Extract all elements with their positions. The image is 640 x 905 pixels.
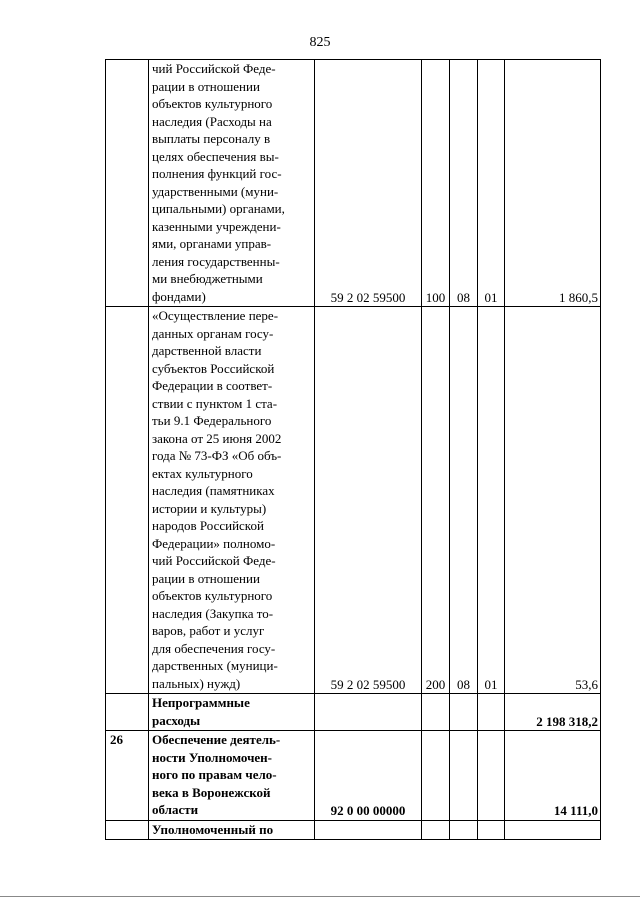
description-line: «Осуществление пере- — [152, 308, 279, 323]
description-line: наследия (Закупка то- — [152, 605, 274, 621]
target-code-cell — [315, 694, 422, 731]
table-row — [106, 694, 601, 731]
description-line: истории и культуры) — [152, 500, 267, 516]
description-line: дарственных (муници- — [152, 658, 278, 673]
description-line: наследия (памятниках — [152, 483, 275, 498]
description-line: года № 73-ФЗ «Об объ- — [152, 448, 282, 463]
description-line: для обеспечения госу- — [152, 640, 276, 656]
target-code-cell: 59 2 02 59500 — [315, 60, 422, 307]
description-line: Федерации» полномо- — [152, 535, 276, 551]
description-line: наследия (Расходы на — [152, 113, 272, 129]
expense-type-cell: 200 — [422, 307, 450, 694]
table-row — [106, 60, 601, 307]
row-index-cell — [106, 820, 149, 840]
description-cell — [149, 731, 315, 821]
description-line: целях обеспечения вы- — [152, 148, 279, 164]
description-line: ципальными) органами, — [152, 201, 285, 216]
description-cell — [149, 694, 315, 731]
section-cell: 08 — [450, 60, 478, 307]
description-line: чий Российской Феде- — [152, 61, 276, 76]
description-line: ударственными (муни- — [152, 183, 279, 199]
description-line: Обеспечение деятель- — [152, 732, 281, 747]
description-line: данных органам госу- — [152, 325, 274, 341]
subsection-cell — [478, 731, 505, 821]
description-line: ектах культурного — [152, 465, 253, 481]
section-cell — [450, 820, 478, 840]
target-code-cell: 59 2 02 59500 — [315, 307, 422, 694]
page-number: 825 — [309, 35, 331, 50]
amount-cell: 14 111,0 — [505, 731, 601, 821]
description-cell — [149, 60, 315, 307]
amount-cell: 2 198 318,2 — [505, 694, 601, 731]
subsection-cell: 01 — [478, 307, 505, 694]
row-index-cell — [106, 60, 149, 307]
target-code-cell: 92 0 00 00000 — [315, 731, 422, 821]
description-line: выплаты персоналу в — [152, 131, 271, 146]
row-index-cell — [106, 694, 149, 731]
amount-cell: 53,6 — [505, 307, 601, 694]
description-line: рации в отношении — [152, 78, 260, 94]
description-line: ного по правам чело- — [152, 767, 277, 782]
description-line: ями, органами управ- — [152, 236, 272, 251]
expense-type-cell — [422, 694, 450, 731]
description-line: расходы — [152, 712, 201, 728]
description-line: ствии с пунктом 1 ста- — [152, 395, 278, 411]
description-line: объектов культурного — [152, 588, 273, 603]
description-line: дарственной власти — [152, 343, 262, 358]
description-line: ности Уполномочен- — [152, 749, 272, 765]
description-line: субъектов Российской — [152, 360, 275, 376]
subsection-cell — [478, 694, 505, 731]
table-body — [106, 60, 601, 840]
description-line: варов, работ и услуг — [152, 623, 265, 638]
expense-type-cell — [422, 731, 450, 821]
description-line: фондами) — [152, 288, 206, 304]
description-line: объектов культурного — [152, 96, 273, 111]
description-line: тьи 9.1 Федерального — [152, 413, 272, 428]
section-cell: 08 — [450, 307, 478, 694]
bottom-rule — [0, 896, 640, 897]
description-line: полнения функций гос- — [152, 166, 282, 181]
expense-type-cell — [422, 820, 450, 840]
table-row — [106, 731, 601, 821]
amount-cell — [505, 820, 601, 840]
description-cell — [149, 307, 315, 694]
description-line: рации в отношении — [152, 570, 260, 586]
amount-cell: 1 860,5 — [505, 60, 601, 307]
expense-type-cell: 100 — [422, 60, 450, 307]
row-index-cell — [106, 307, 149, 694]
description-line: Непрограммные — [152, 695, 250, 710]
table-row — [106, 307, 601, 694]
row-index-cell: 26 — [106, 731, 149, 821]
description-line: казенными учреждени- — [152, 218, 281, 234]
description-line: народов Российской — [152, 518, 264, 533]
description-line: чий Российской Феде- — [152, 553, 276, 568]
subsection-cell — [478, 820, 505, 840]
section-cell — [450, 694, 478, 731]
subsection-cell: 01 — [478, 60, 505, 307]
description-line: пальных) нужд) — [152, 675, 241, 691]
description-cell — [149, 820, 315, 840]
description-line: ления государственны- — [152, 253, 280, 269]
target-code-cell — [315, 820, 422, 840]
description-line: ми внебюджетными — [152, 271, 263, 286]
description-line: Уполномоченный по — [152, 821, 274, 837]
section-cell — [450, 731, 478, 821]
budget-table — [105, 59, 601, 840]
description-line: области — [152, 802, 199, 817]
description-line: века в Воронежской — [152, 784, 271, 800]
description-line: закона от 25 июня 2002 — [152, 430, 282, 446]
description-line: Федерации в соответ- — [152, 378, 273, 393]
table-row — [106, 820, 601, 840]
